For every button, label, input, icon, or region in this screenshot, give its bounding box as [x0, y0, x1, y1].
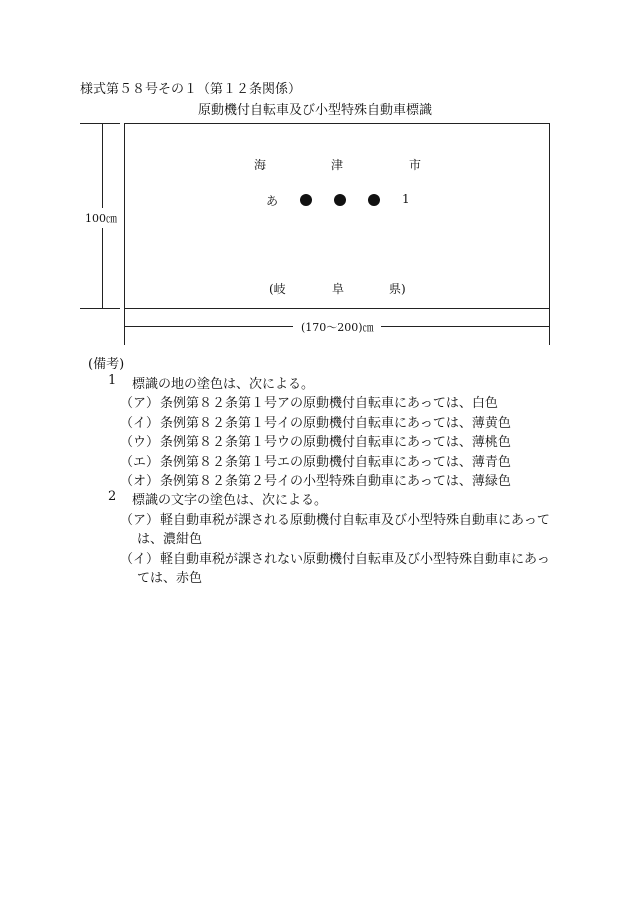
height-dimension-line-upper	[102, 124, 103, 208]
note-sub-text: 条例第８２条第１号エの原動機付自転車にあっては、薄青色	[160, 455, 511, 470]
note-sub-text: 条例第８２条第１号イの原動機付自転車にあっては、薄黄色	[160, 416, 511, 431]
note-sub-label: （オ）	[120, 474, 160, 489]
plate-prefecture-char-3: 県)	[389, 282, 406, 296]
note-sub-text: 軽自動車税が課されない原動機付自転車及び小型特殊自動車にあっ	[160, 552, 550, 567]
plate-prefecture-char-1: (岐	[269, 282, 286, 296]
plate-number-dot	[334, 194, 346, 206]
width-left-extension-line	[124, 309, 125, 345]
plate-number-dot	[368, 194, 380, 206]
note-text: 標識の文字の塗色は、次による。	[132, 493, 328, 508]
note-text: 標識の地の塗色は、次による。	[132, 377, 315, 392]
height-bottom-extension-line	[80, 308, 120, 309]
note-number: 1	[108, 373, 117, 388]
width-dimension-line-left	[125, 326, 293, 327]
note-sub-text-continued: は、濃紺色	[137, 532, 203, 547]
form-header: 様式第５８号その１（第１２条関係）	[80, 82, 302, 97]
width-dimension-line-right	[381, 326, 549, 327]
note-sub-label: （エ）	[120, 455, 160, 470]
width-label: (170〜200)㎝	[301, 321, 374, 334]
plate-prefecture-char-2: 阜	[332, 282, 345, 296]
height-label: 100㎝	[85, 212, 117, 225]
width-right-extension-line	[549, 309, 550, 345]
plate-city-char-1: 海	[254, 158, 267, 172]
note-sub-label: （イ）	[120, 416, 160, 431]
note-sub-label: （ア）	[120, 396, 160, 411]
plate-number: 1	[402, 192, 410, 206]
note-sub-label: （ア）	[120, 513, 160, 528]
sign-title: 原動機付自転車及び小型特殊自動車標識	[198, 103, 433, 118]
height-top-extension-line	[80, 123, 120, 124]
note-sub-label: （イ）	[120, 552, 160, 567]
note-sub-label: （ウ）	[120, 435, 160, 450]
note-sub-text-continued: ては、赤色	[137, 571, 203, 586]
note-sub-text: 条例第８２条第１号ウの原動機付自転車にあっては、薄桃色	[160, 435, 511, 450]
note-sub-text: 軽自動車税が課される原動機付自転車及び小型特殊自動車にあって	[160, 513, 550, 528]
note-number: 2	[108, 489, 117, 504]
note-sub-text: 条例第８２条第１号アの原動機付自転車にあっては、白色	[160, 396, 498, 411]
height-dimension-line-lower	[102, 228, 103, 308]
plate-city-char-3: 市	[409, 158, 422, 172]
note-sub-text: 条例第８２条第２号イの小型特殊自動車にあっては、薄緑色	[160, 474, 511, 489]
notes-heading: (備考)	[88, 357, 125, 372]
plate-number-dot	[300, 194, 312, 206]
plate-kana: あ	[266, 194, 279, 208]
plate-city-char-2: 津	[331, 158, 344, 172]
